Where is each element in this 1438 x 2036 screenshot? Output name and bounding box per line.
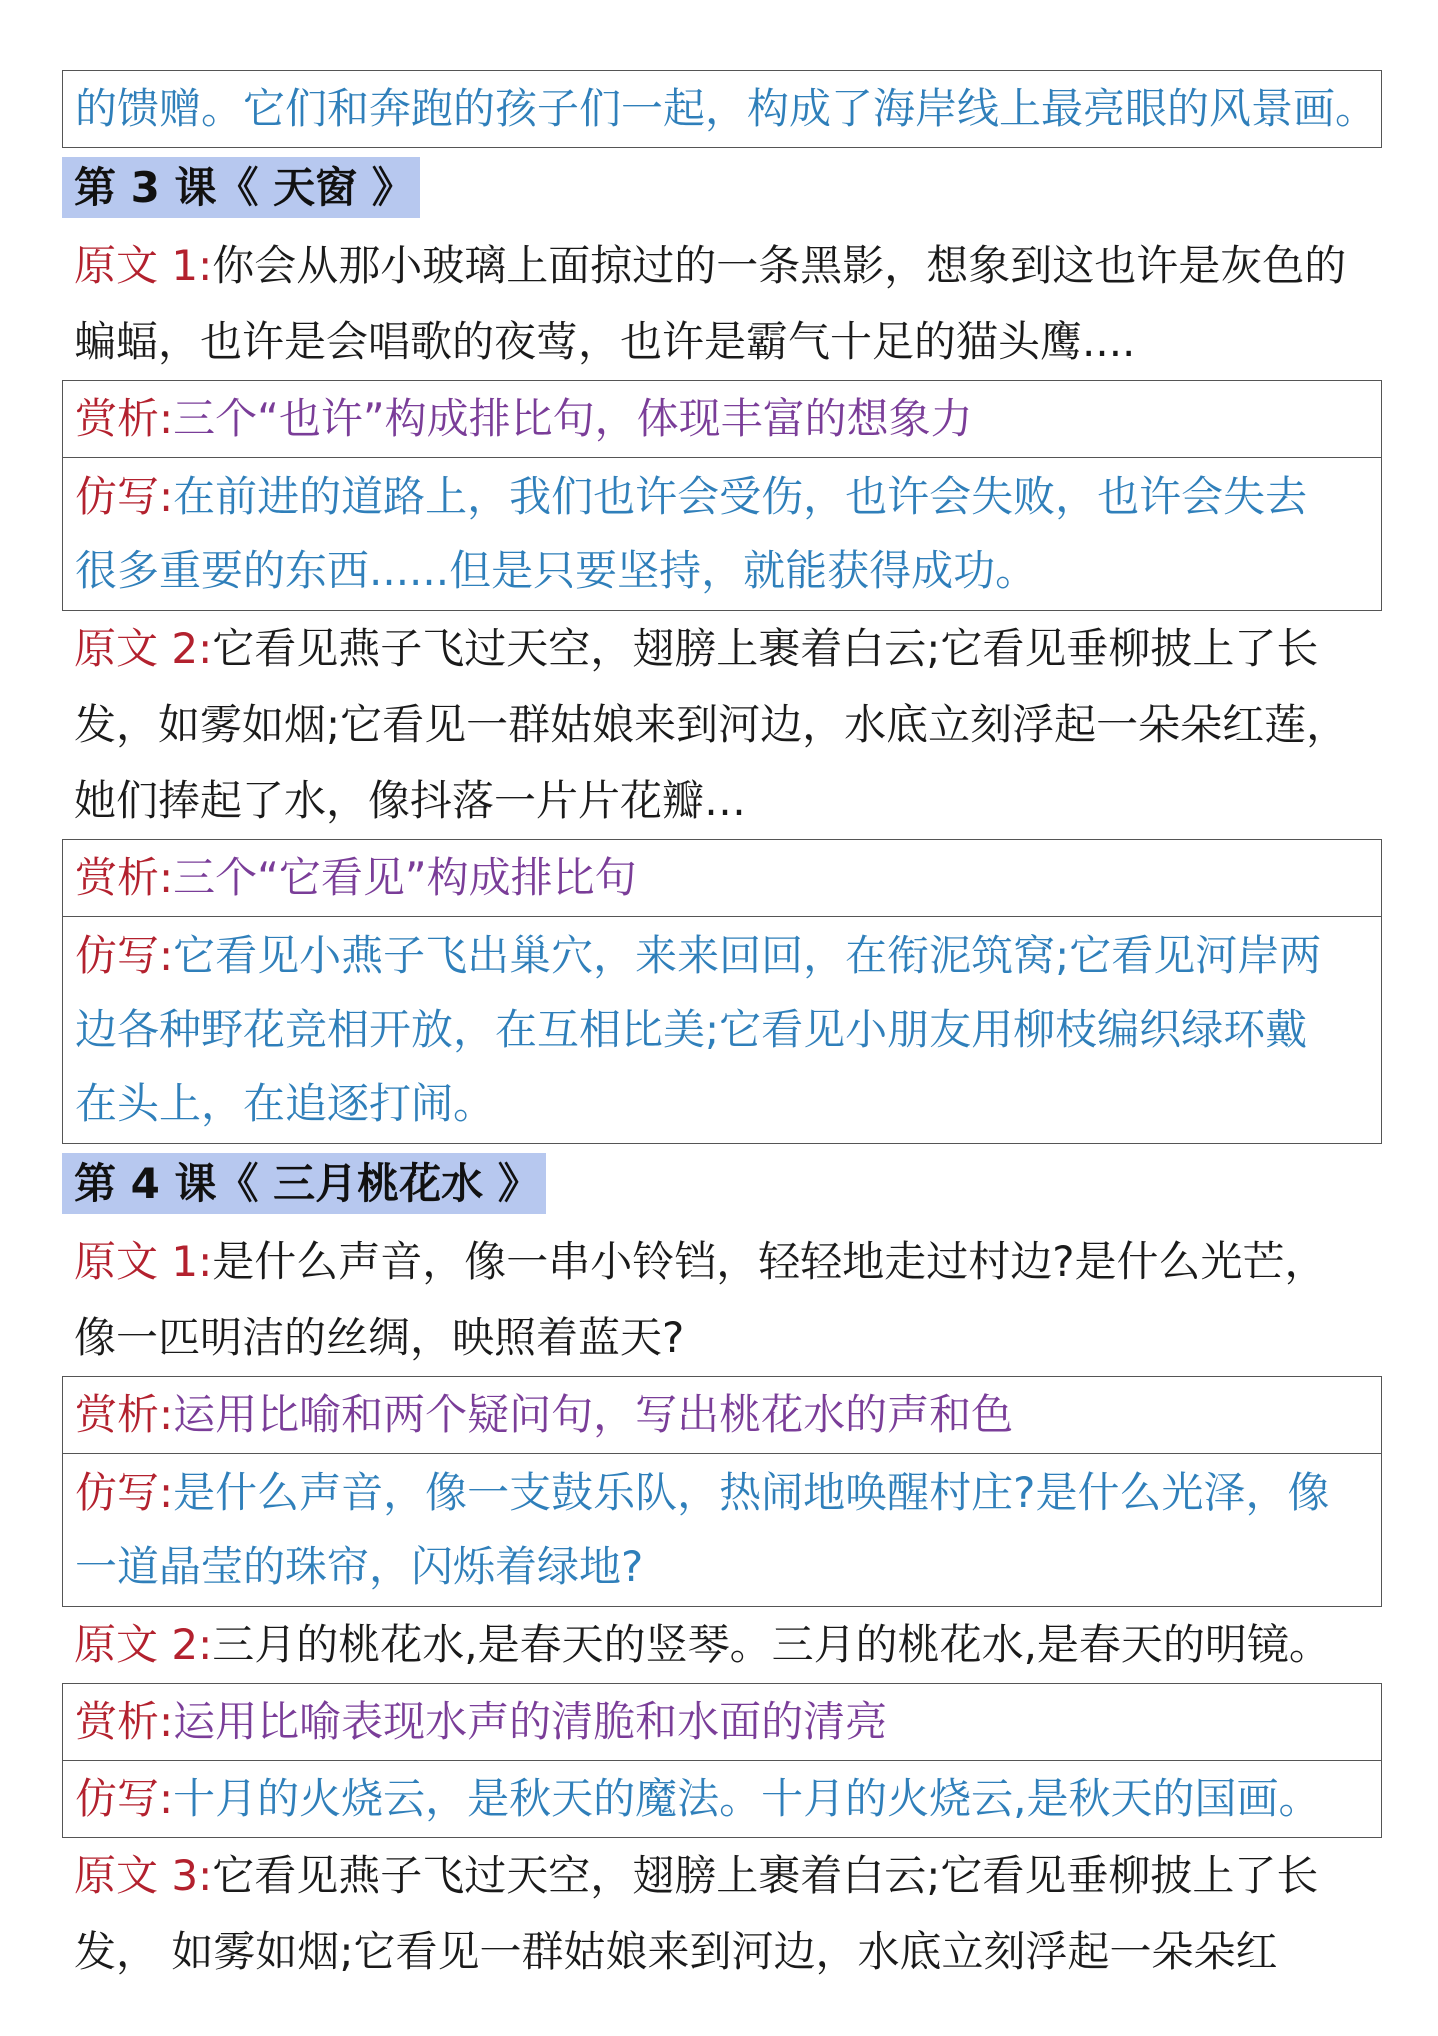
imitation-row [63, 1760, 1381, 1837]
lesson3-heading [62, 148, 1382, 228]
lesson4-heading [62, 1144, 1382, 1224]
original-text: 发， 如雾如烟;它看见一群姑娘来到河边，水底立刻浮起一朵朵红 [74, 1927, 1278, 1976]
analysis-row [63, 840, 1381, 916]
imitation-text: 一道晶莹的珠帘，闪烁着绿地? [75, 1542, 644, 1591]
original-text: 是什么声音，像一串小铃铛，轻轻地走过村边?是什么光芒， [212, 1237, 1327, 1286]
lesson4-analysis-box-1 [62, 1376, 1382, 1607]
original-text: 它看见燕子飞过天空，翅膀上裹着白云;它看见垂柳披上了长 [212, 1851, 1319, 1900]
imitation-row [63, 1453, 1381, 1606]
original-label: 原文 3: [74, 1851, 213, 1900]
analysis-row [63, 1684, 1381, 1760]
original-text: 你会从那小玻璃上面掠过的一条黑影，想象到这也许是灰色的 [212, 241, 1347, 290]
lesson4-analysis-box-2 [62, 1683, 1382, 1838]
original-label: 原文 1: [74, 241, 213, 290]
analysis-row [63, 381, 1381, 457]
original-text: 三月的桃花水,是春天的竖琴。三月的桃花水,是春天的明镜。 [212, 1620, 1331, 1669]
imitation-text: 是什么声音，像一支鼓乐队，热闹地唤醒村庄?是什么光泽，像 [173, 1468, 1330, 1517]
original-text: 它看见燕子飞过天空，翅膀上裹着白云;它看见垂柳披上了长 [212, 624, 1319, 673]
analysis-label: 赏析: [75, 394, 174, 443]
original-label: 原文 2: [74, 1620, 213, 1669]
analysis-row [63, 1377, 1381, 1453]
imitation-label: 仿写: [75, 931, 174, 980]
original-text: 她们捧起了水，像抖落一片片花瓣… [74, 776, 747, 825]
imitation-label: 仿写: [75, 472, 174, 521]
original-text: 像一匹明洁的丝绸，映照着蓝天? [74, 1313, 685, 1362]
analysis-text: 运用比喻和两个疑问句，写出桃花水的声和色 [173, 1390, 1014, 1439]
imitation-row [63, 916, 1381, 1143]
top-continuation-box [62, 70, 1382, 148]
lesson3-original-1 [62, 228, 1382, 380]
top-box-text: 的馈赠。它们和奔跑的孩子们一起，构成了海岸线上最亮眼的风景画。 [75, 84, 1378, 133]
imitation-text: 它看见小燕子飞出巢穴，来来回回，在衔泥筑窝;它看见河岸两 [173, 931, 1322, 980]
original-text: 蝙蝠，也许是会唱歌的夜莺，也许是霸气十足的猫头鹰.... [74, 317, 1136, 366]
lesson3-original-2 [62, 611, 1382, 839]
analysis-label: 赏析: [75, 1697, 174, 1746]
original-text: 发，如雾如烟;它看见一群姑娘来到河边，水底立刻浮起一朵朵红莲， [74, 700, 1349, 749]
imitation-text: 很多重要的东西......但是只要坚持，就能获得成功。 [75, 546, 1038, 595]
imitation-label: 仿写: [75, 1774, 174, 1823]
document-page [62, 70, 1382, 1990]
imitation-text: 十月的火烧云，是秋天的魔法。十月的火烧云,是秋天的国画。 [173, 1774, 1321, 1823]
imitation-text: 在头上，在追逐打闹。 [75, 1079, 496, 1128]
original-label: 原文 2: [74, 624, 213, 673]
imitation-row [63, 457, 1381, 610]
lesson4-original-1 [62, 1224, 1382, 1376]
lesson3-analysis-box-1 [62, 380, 1382, 611]
original-label: 原文 1: [74, 1237, 213, 1286]
imitation-text: 在前进的道路上，我们也许会受伤，也许会失败，也许会失去 [173, 472, 1308, 521]
analysis-text: 运用比喻表现水声的清脆和水面的清亮 [173, 1697, 888, 1746]
lesson4-original-2 [62, 1607, 1382, 1683]
lesson4-original-3 [62, 1838, 1382, 1990]
lesson3-title: 第 3 课《 天窗 》 [62, 157, 420, 218]
analysis-label: 赏析: [75, 853, 174, 902]
analysis-text: 三个“也许”构成排比句，体现丰富的想象力 [173, 394, 973, 443]
lesson3-analysis-box-2 [62, 839, 1382, 1144]
lesson4-title: 第 4 课《 三月桃花水 》 [62, 1153, 546, 1214]
analysis-label: 赏析: [75, 1390, 174, 1439]
imitation-text: 边各种野花竞相开放，在互相比美;它看见小朋友用柳枝编织绿环戴 [75, 1005, 1308, 1054]
analysis-text: 三个“它看见”构成排比句 [173, 853, 637, 902]
imitation-label: 仿写: [75, 1468, 174, 1517]
